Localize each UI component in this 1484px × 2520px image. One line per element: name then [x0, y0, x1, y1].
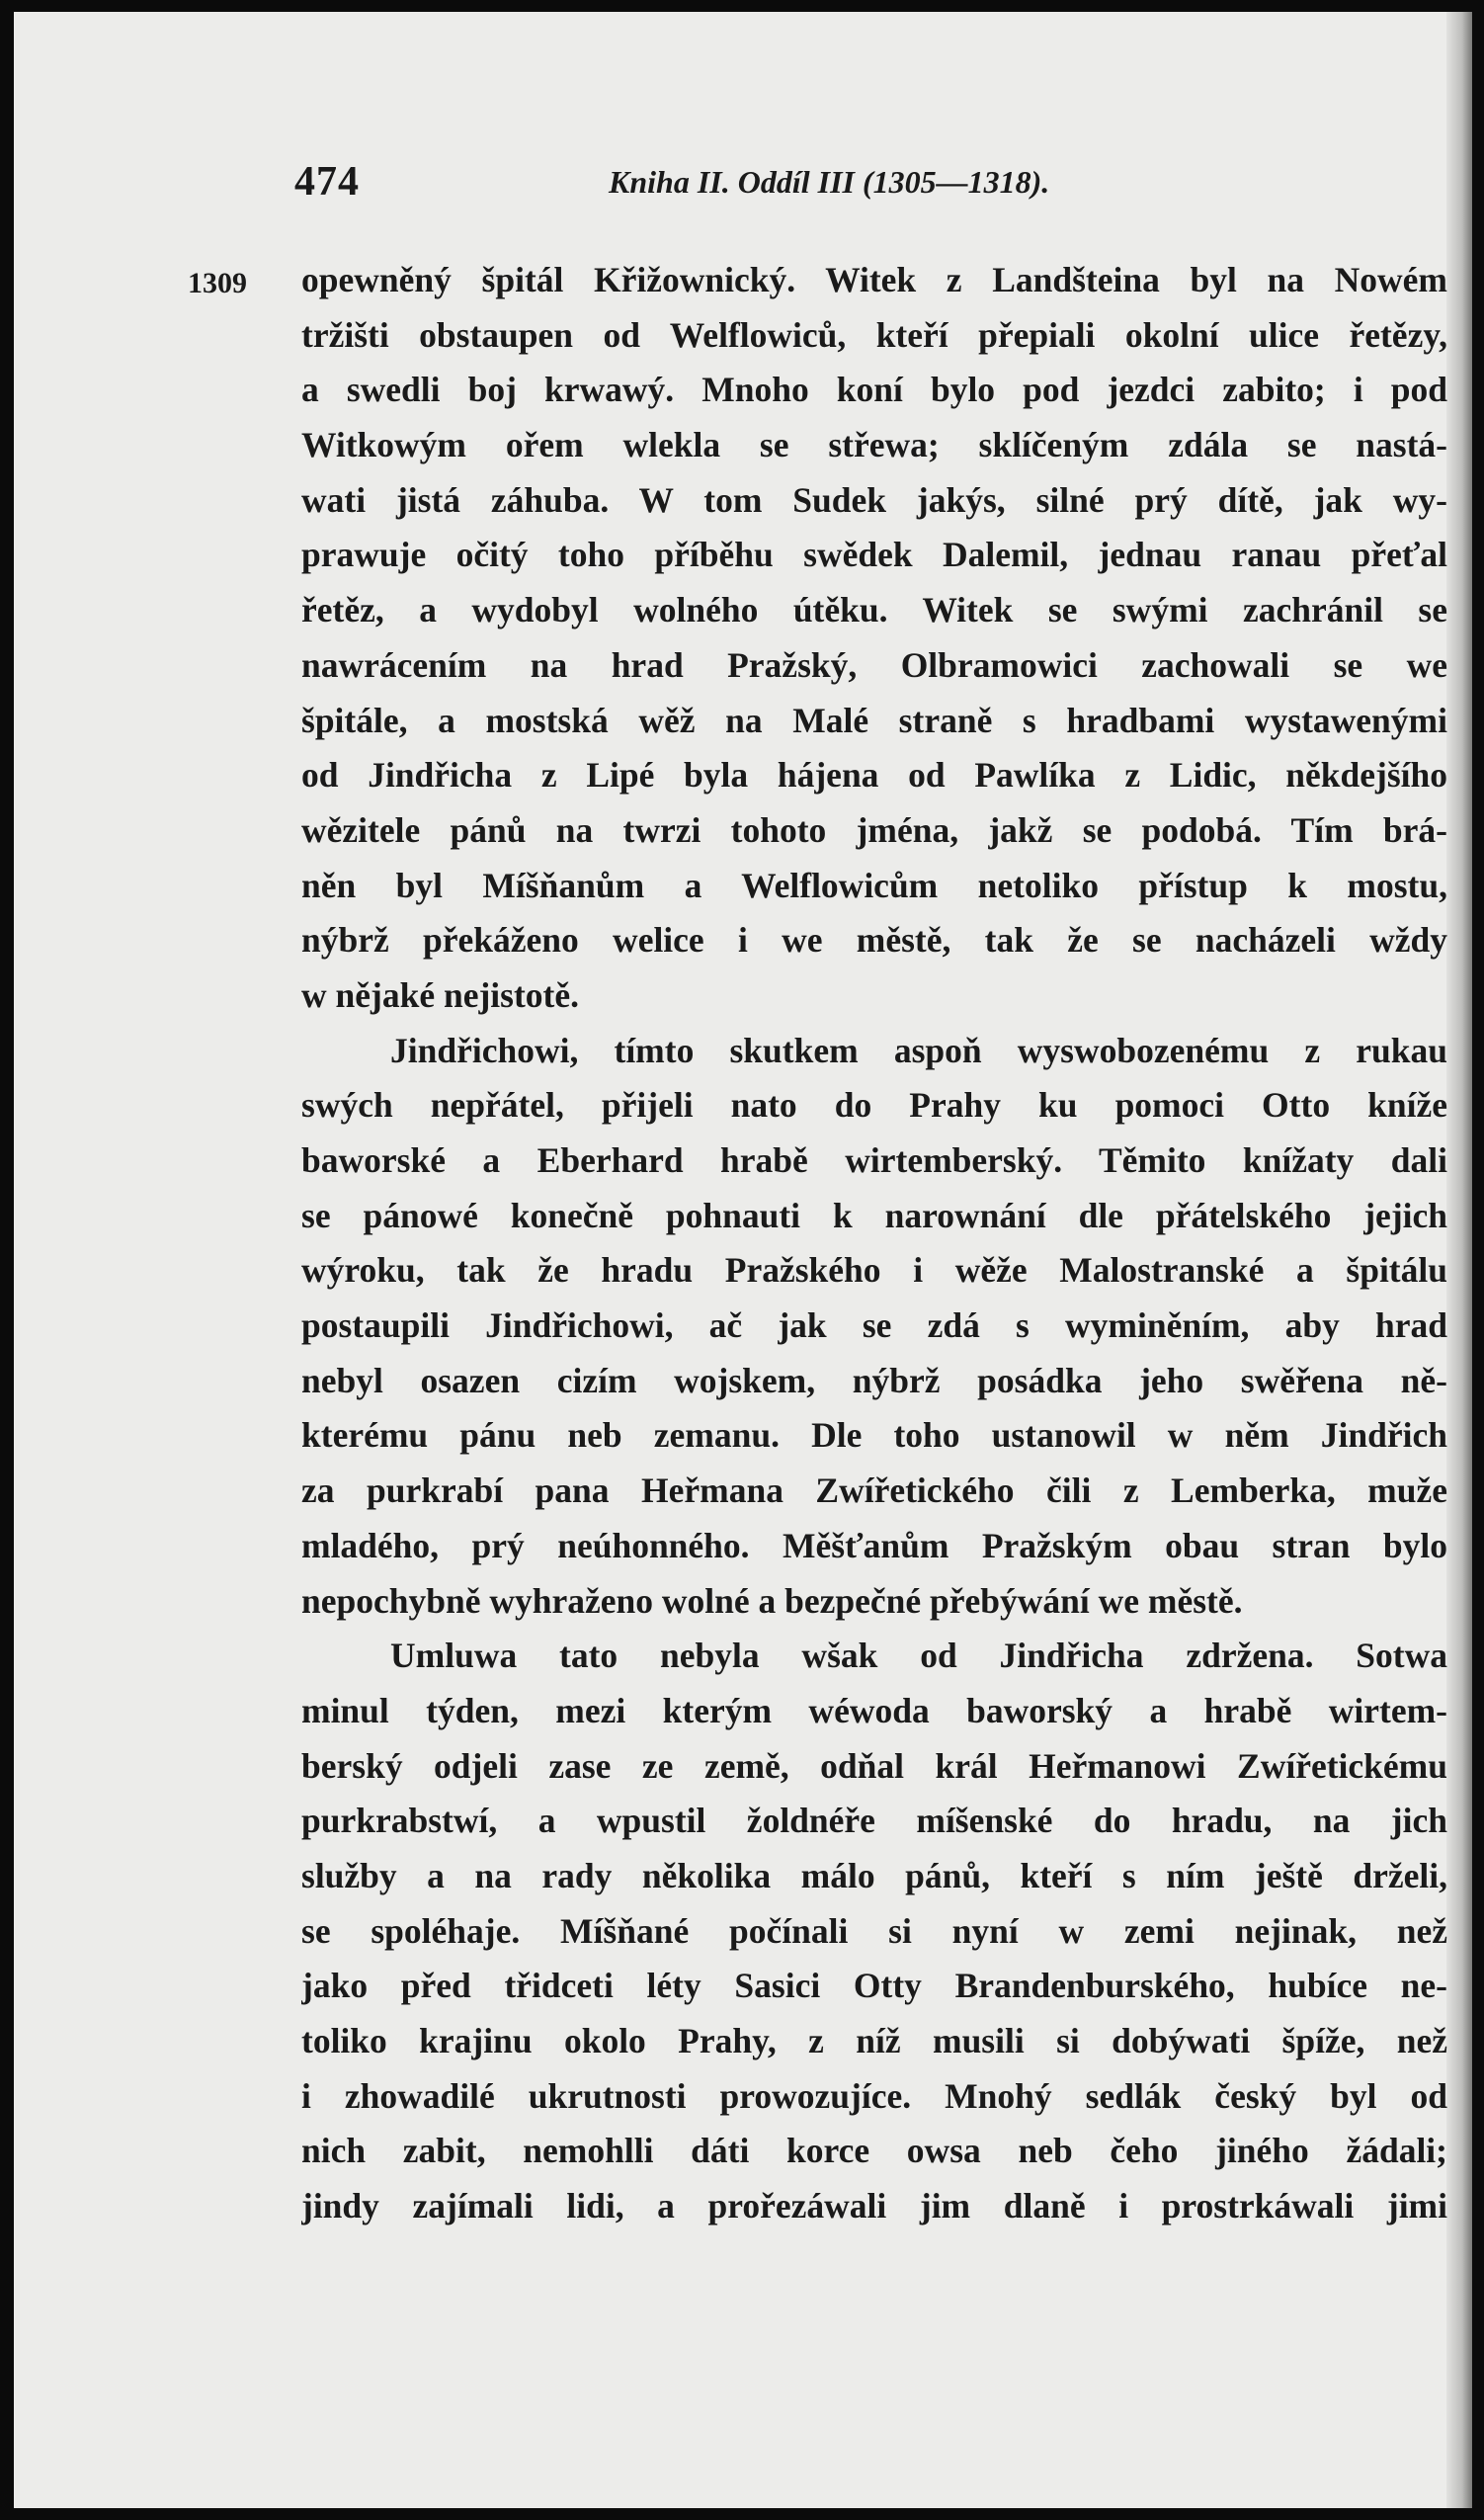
text-line: minul týden, mezi kterým wéwoda baworský a hrabě wirtem- — [301, 1690, 1447, 1730]
text-line: špitále, a mostská wěž na Malé straně s hradbami wystawenými — [301, 700, 1447, 740]
text-line: něn byl Míšňanům a Welflowicům netoliko přístup k mostu, — [301, 865, 1447, 905]
text-line: wati jistá záhuba. W tom Sudek jakýs, silné prý dítě, jak wy- — [301, 479, 1447, 520]
text-line: Umluwa tato nebyla wšak od Jindřicha zdržena. Sotwa — [390, 1636, 1447, 1676]
text-line: opewněný špitál Křižownický. Witek z Landšteina byl na Nowém — [301, 260, 1447, 299]
text-line: toliko krajinu okolo Prahy, z níž musili si dobýwati špíže, než — [301, 2021, 1447, 2060]
text-line: a swedli boj krwawý. Mnoho koní bylo pod jezdci zabito; i pod — [301, 370, 1447, 410]
text-line: i zhowadilé ukrutnosti prowozujíce. Mnohý sedlák český byl od — [301, 2075, 1447, 2116]
text-line: nepochybně wyhraženo wolné a bezpečné přebýwání we městě. — [301, 1580, 1243, 1621]
text-line: prawuje očitý toho příběhu swědek Dalemil, jednau ranau přeťal — [301, 535, 1447, 575]
text-line: od Jindřicha z Lipé byla hájena od Pawlíka z Lidic, někdejšího — [301, 755, 1447, 796]
text-line: w nějaké nejistotě. — [301, 974, 579, 1015]
body-text — [301, 253, 1447, 2234]
text-line: berský odjeli zase ze země, odňal král Heřmanowi Zwířetickému — [301, 1745, 1447, 1786]
book-page — [14, 12, 1472, 2508]
text-line: za purkrabí pana Heřmana Zwířetického čili z Lemberka, muže — [301, 1470, 1447, 1511]
text-line: Jindřichowi, tímto skutkem aspoň wyswobozenému z rukau — [390, 1030, 1447, 1070]
page-header — [294, 158, 1124, 217]
text-line: postaupili Jindřichowi, ač jak se zdá s wyminěním, aby hrad — [301, 1305, 1447, 1346]
text-line: nich zabit, nemohlli dáti korce owsa neb čeho jiného žádali; — [301, 2131, 1447, 2171]
text-line: nebyl osazen cizím wojskem, nýbrž posádka jeho swěřena ně- — [301, 1360, 1447, 1400]
text-line: baworské a Eberhard hrabě wirtemberský. Těmito knížaty dali — [301, 1140, 1447, 1180]
text-line: mladého, prý neúhonného. Měšťanům Pražským obau stran bylo — [301, 1525, 1447, 1565]
text-line: Witkowým ořem wlekla se střewa; sklíčeným zdála se nastá- — [301, 425, 1447, 465]
text-line: řetěz, a wydobyl wolného útěku. Witek se swými zachránil se — [301, 590, 1447, 630]
text-line: jako před třidceti léty Sasici Otty Brandenburského, hubíce ne- — [301, 1966, 1447, 2006]
page-edge-shadow — [1446, 12, 1472, 2508]
running-head: Kniha II. Oddíl III (1305—1318). — [609, 164, 1050, 200]
text-line: nawrácením na hrad Pražský, Olbramowici zachowali se we — [301, 644, 1447, 685]
text-line: swých nepřátel, přijeli nato do Prahy ku pomoci Otto kníže — [301, 1085, 1447, 1126]
text-line: nýbrž překáženo welice i we městě, tak že se nacházeli wždy — [301, 920, 1447, 961]
text-line: tržišti obstaupen od Welflowiců, kteří přepiali okolní ulice řetězy, — [301, 314, 1447, 355]
margin-year: 1309 — [188, 267, 247, 299]
text-line: se pánowé konečně pohnauti k narownání dle přátelského jejich — [301, 1195, 1447, 1235]
text-line: wězitele pánů na twrzi tohoto jména, jakž se podobá. Tím brá- — [301, 809, 1447, 850]
text-line: purkrabstwí, a wpustil žoldnéře míšenské do hradu, na jich — [301, 1801, 1447, 1841]
text-line: služby a na rady několika málo pánů, kteří s ním ještě drželi, — [301, 1855, 1447, 1895]
page-number: 474 — [294, 159, 360, 205]
text-line: jindy zajímali lidi, a prořezáwali jim dlaně i prostrkáwali jimi — [301, 2186, 1447, 2226]
text-line: kterému pánu neb zemanu. Dle toho ustanowil w něm Jindřich — [301, 1415, 1447, 1456]
text-line: se spoléhaje. Míšňané počínali si nyní w zemi nejinak, než — [301, 1910, 1447, 1951]
text-line: wýroku, tak že hradu Pražského i wěže Malostranské a špitálu — [301, 1250, 1447, 1291]
